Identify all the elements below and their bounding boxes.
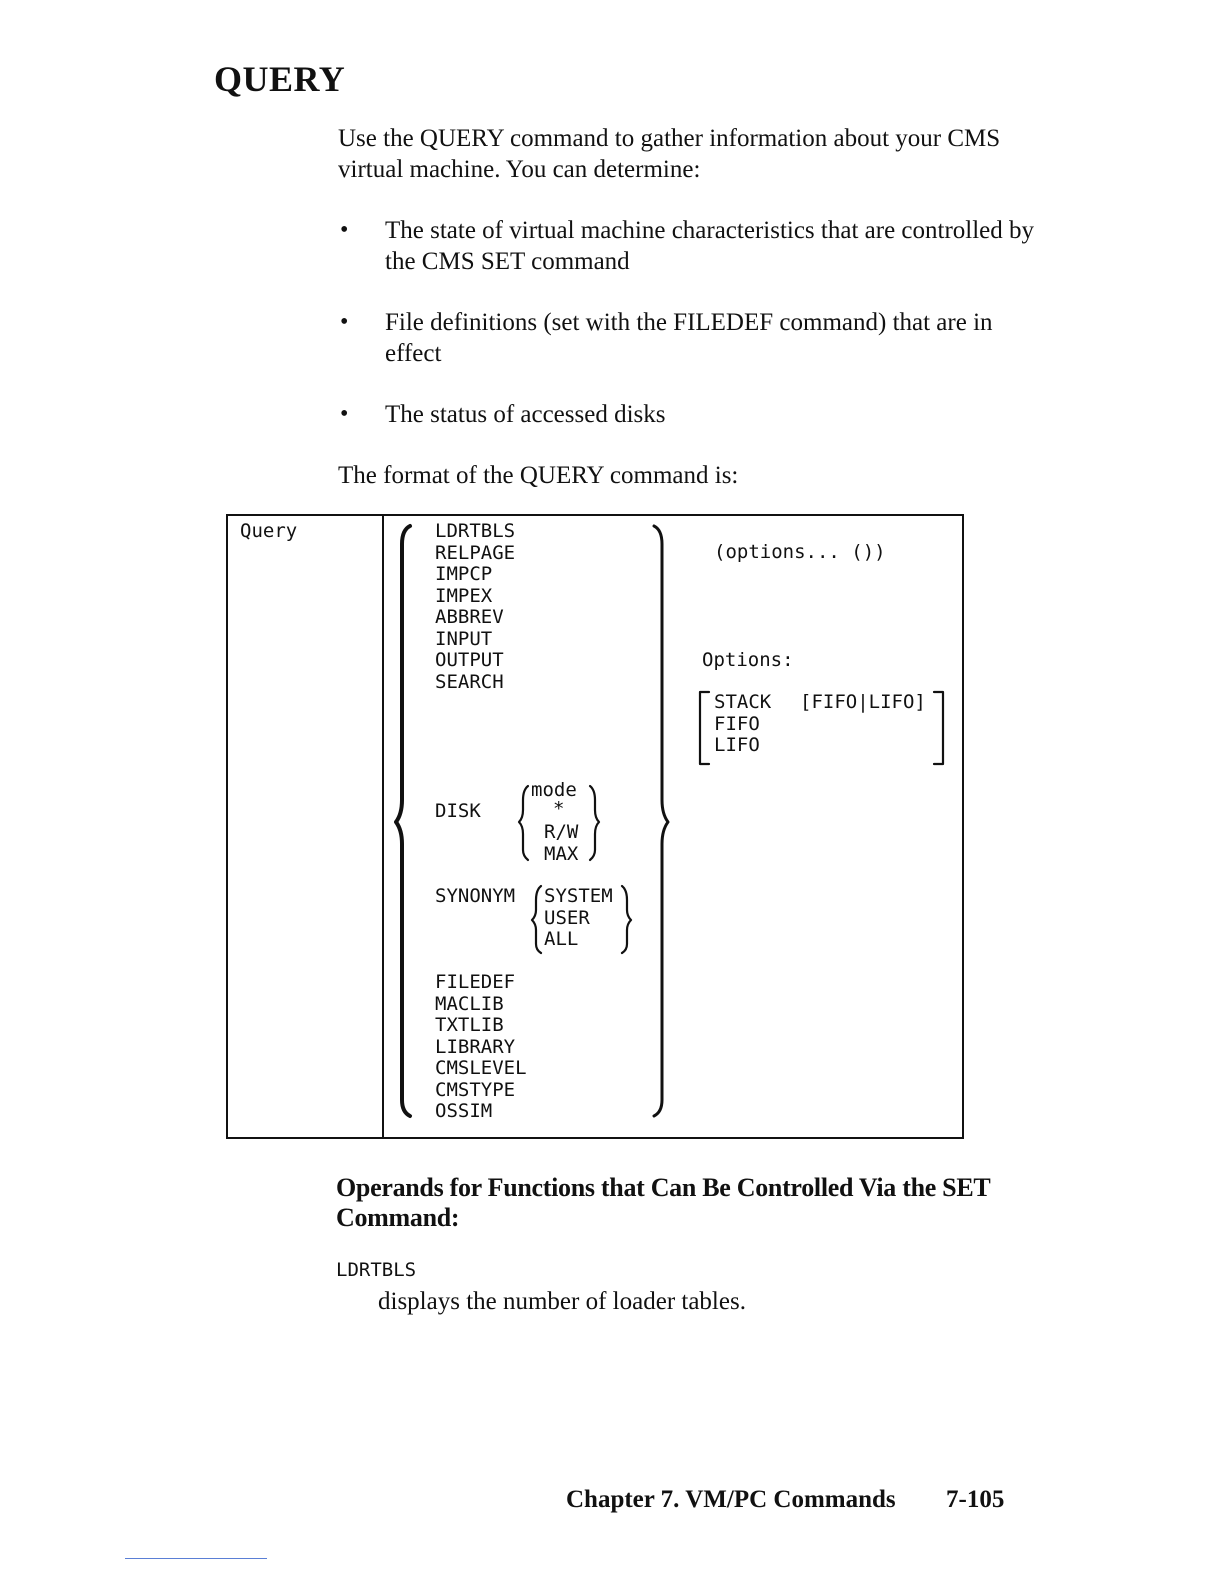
synonym-choice-user: USER [544, 906, 590, 929]
intro-paragraph: Use the QUERY command to gather information about your CMS virtual machine. You can determine: [338, 125, 1001, 183]
bullet-marker: • [340, 401, 349, 427]
operand-output: OUTPUT [435, 649, 504, 671]
option-stack: STACK [714, 691, 772, 713]
format-intro: The format of the QUERY command is: [338, 462, 739, 489]
disk-choice-max: MAX [544, 842, 579, 865]
disk-choices-right-brace [590, 786, 599, 860]
operand-search: SEARCH [435, 670, 504, 693]
operand-cmstype: CMSTYPE [435, 1078, 516, 1101]
options-left-bracket [700, 692, 709, 764]
bullet-item-set-characteristics: The state of virtual machine characteristics that are controlled by the CMS SET command [385, 217, 1035, 275]
operand-cmslevel: CMSLEVEL [435, 1057, 527, 1079]
synonym-choice-all: ALL [544, 928, 579, 950]
bullet-marker: • [340, 217, 349, 243]
operand-disk: DISK [435, 800, 481, 822]
operand-impcp: IMPCP [435, 563, 493, 585]
option-lifo: LIFO [714, 734, 760, 756]
option-stack-argument: [FIFO|LIFO] [800, 691, 926, 713]
disk-choice-rw: R/W [544, 821, 579, 843]
bullet-marker: • [340, 309, 349, 335]
page-title: QUERY [214, 59, 346, 99]
bullet-item-accessed-disks: The status of accessed disks [385, 401, 666, 428]
disk-choice-mode: mode [531, 779, 577, 801]
operand-group-left-brace [396, 526, 410, 1116]
operand-ldrtbls: LDRTBLS [435, 520, 516, 542]
operand-entry-description: displays the number of loader tables. [378, 1288, 746, 1315]
operand-ossim: OSSIM [435, 1100, 493, 1122]
options-right-bracket [934, 692, 943, 764]
operand-group-right-brace [654, 526, 668, 1116]
synonym-choice-system: SYSTEM [544, 885, 613, 907]
footer-chapter: Chapter 7. VM/PC Commands [566, 1486, 896, 1513]
operand-filedef: FILEDEF [435, 971, 516, 993]
operand-library: LIBRARY [435, 1035, 516, 1058]
synonym-choices-right-brace [622, 886, 631, 953]
disk-choice-asterisk: * [553, 798, 565, 820]
operand-impex: IMPEX [435, 584, 493, 607]
options-label: Options: [702, 649, 794, 671]
operand-input: INPUT [435, 627, 493, 650]
synonym-choices-left-brace [532, 886, 541, 953]
bottom-rule [125, 1558, 267, 1559]
operand-synonym: SYNONYM [435, 885, 516, 907]
operand-txtlib: TXTLIB [435, 1014, 504, 1036]
syntax-command-name: Query [240, 520, 298, 542]
footer-page-number: 7-105 [946, 1486, 1005, 1513]
operand-relpage: RELPAGE [435, 541, 516, 564]
operand-entry-name: LDRTBLS [336, 1259, 417, 1281]
operand-maclib: MACLIB [435, 992, 504, 1015]
operand-abbrev: ABBREV [435, 606, 504, 628]
options-call: (options... ()) [714, 541, 886, 563]
option-fifo: FIFO [714, 712, 760, 735]
bullet-item-file-definitions: File definitions (set with the FILEDEF command) that are in effect [385, 309, 993, 367]
operands-heading: Operands for Functions that Can Be Controlled Via the SET Command: [336, 1173, 990, 1232]
disk-choices-left-brace [519, 786, 528, 860]
